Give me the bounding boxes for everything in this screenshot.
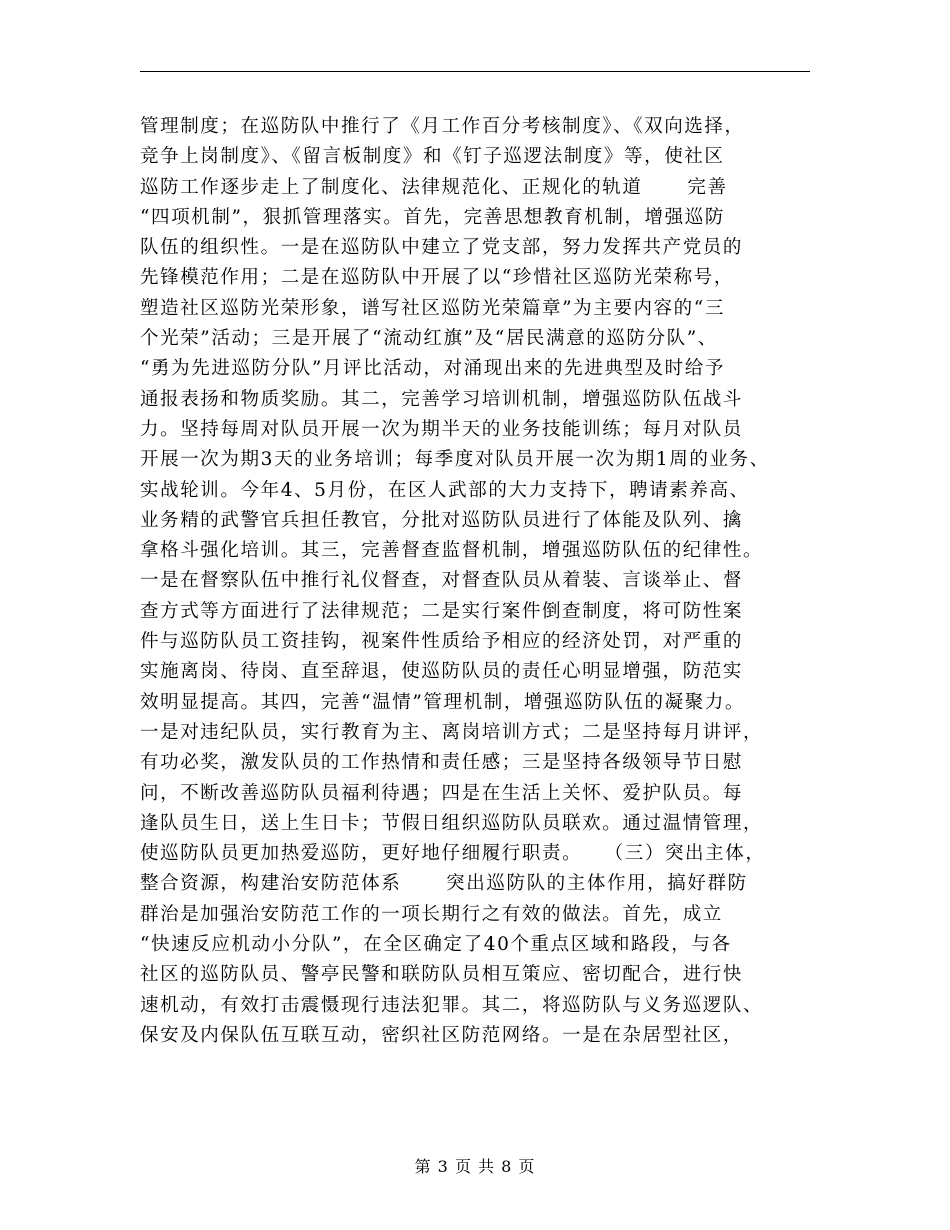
text-line: 整合资源，构建治安防范体系 突出巡防队的主体作用，搞好群防 bbox=[140, 873, 748, 895]
text-line: 效明显提高。其四，完善“温情”管理机制，增强巡防队伍的凝聚力。 bbox=[140, 691, 746, 713]
text-line: 通报表扬和物质奖励。其二，完善学习培训机制，增强巡防队伍战斗 bbox=[140, 388, 744, 410]
text-line: 先锋模范作用；二是在巡防队中开展了以“珍惜社区巡防光荣称号， bbox=[140, 267, 734, 289]
text-line: 问，不断改善巡防队员福利待遇；四是在生活上关怀、爱护队员。每 bbox=[140, 782, 744, 804]
text-line: 竞争上岗制度》、《留言板制度》和《钉子巡逻法制度》等，使社区 bbox=[140, 146, 725, 168]
text-line: “勇为先进巡防分队”月评比活动，对涌现出来的先进典型及时给予 bbox=[140, 358, 725, 380]
text-line: 查方式等方面进行了法律规范；二是实行案件倒查制度，将可防性案 bbox=[140, 600, 744, 622]
text-line: 社区的巡防队员、警亭民警和联防队员相互策应、密切配合，进行快 bbox=[140, 964, 744, 986]
text-line: 群治是加强治安防范工作的一项长期行之有效的做法。首先，成立 bbox=[140, 903, 723, 925]
text-line: 力。坚持每周对队员开展一次为期半天的业务技能训练；每月对队员 bbox=[140, 418, 744, 440]
text-line: 开展一次为期3天的业务培训；每季度对队员开展一次为期1周的业务、 bbox=[140, 449, 770, 471]
text-line: 业务精的武警官兵担任教官，分批对巡防队员进行了体能及队列、擒 bbox=[140, 509, 744, 531]
text-line: “四项机制”，狠抓管理落实。首先，完善思想教育机制，增强巡防 bbox=[140, 206, 725, 228]
body-text bbox=[140, 112, 830, 1051]
text-line: 塑造社区巡防光荣形象，谱写社区巡防光荣篇章”为主要内容的“三 bbox=[140, 297, 725, 319]
text-line: 保安及内保队伍互联互动，密织社区防范网络。一是在杂居型社区， bbox=[140, 1024, 744, 1046]
text-line: 个光荣”活动；三是开展了“流动红旗”及“居民满意的巡防分队”、 bbox=[140, 328, 718, 350]
text-line: 使巡防队员更加热爱巡防，更好地仔细履行职责。 （三）突出主体， bbox=[140, 843, 766, 865]
text-line: 管理制度；在巡防队中推行了《月工作百分考核制度》、《双向选择， bbox=[140, 116, 745, 137]
header-rule bbox=[140, 71, 810, 72]
page-number: 第 3 页 共 8 页 bbox=[414, 1157, 536, 1176]
text-line: 一是对违纪队员，实行教育为主、离岗培训方式；二是坚持每月讲评， bbox=[140, 721, 764, 743]
text-line: 有功必奖，激发队员的工作热情和责任感；三是坚持各级领导节日慰 bbox=[140, 752, 744, 774]
text-line: 件与巡防队员工资挂钩，视案件性质给予相应的经济处罚，对严重的 bbox=[140, 631, 744, 653]
text-line: 巡防工作逐步走上了制度化、法律规范化、正规化的轨道 完善 bbox=[140, 176, 728, 198]
text-line: 速机动，有效打击震慑现行违法犯罪。其二，将巡防队与义务巡逻队、 bbox=[140, 994, 764, 1016]
text-line: “快速反应机动小分队”，在全区确定了40个重点区域和路段，与各 bbox=[140, 934, 732, 956]
text-line: 实施离岗、待岗、直至辞退，使巡防队员的责任心明显增强，防范实 bbox=[140, 661, 744, 683]
text-line: 实战轮训。今年4、5月份，在区人武部的大力支持下，聘请素养高、 bbox=[140, 479, 750, 501]
text-line: 队伍的组织性。一是在巡防队中建立了党支部，努力发挥共产党员的 bbox=[140, 237, 744, 259]
text-line: 拿格斗强化培训。其三，完善督查监督机制，增强巡防队伍的纪律性。 bbox=[140, 540, 764, 562]
text-line: 逢队员生日，送上生日卡；节假日组织巡防队员联欢。通过温情管理， bbox=[140, 812, 764, 834]
text-line: 一是在督察队伍中推行礼仪督查，对督查队员从着装、言谈举止、督 bbox=[140, 570, 744, 592]
